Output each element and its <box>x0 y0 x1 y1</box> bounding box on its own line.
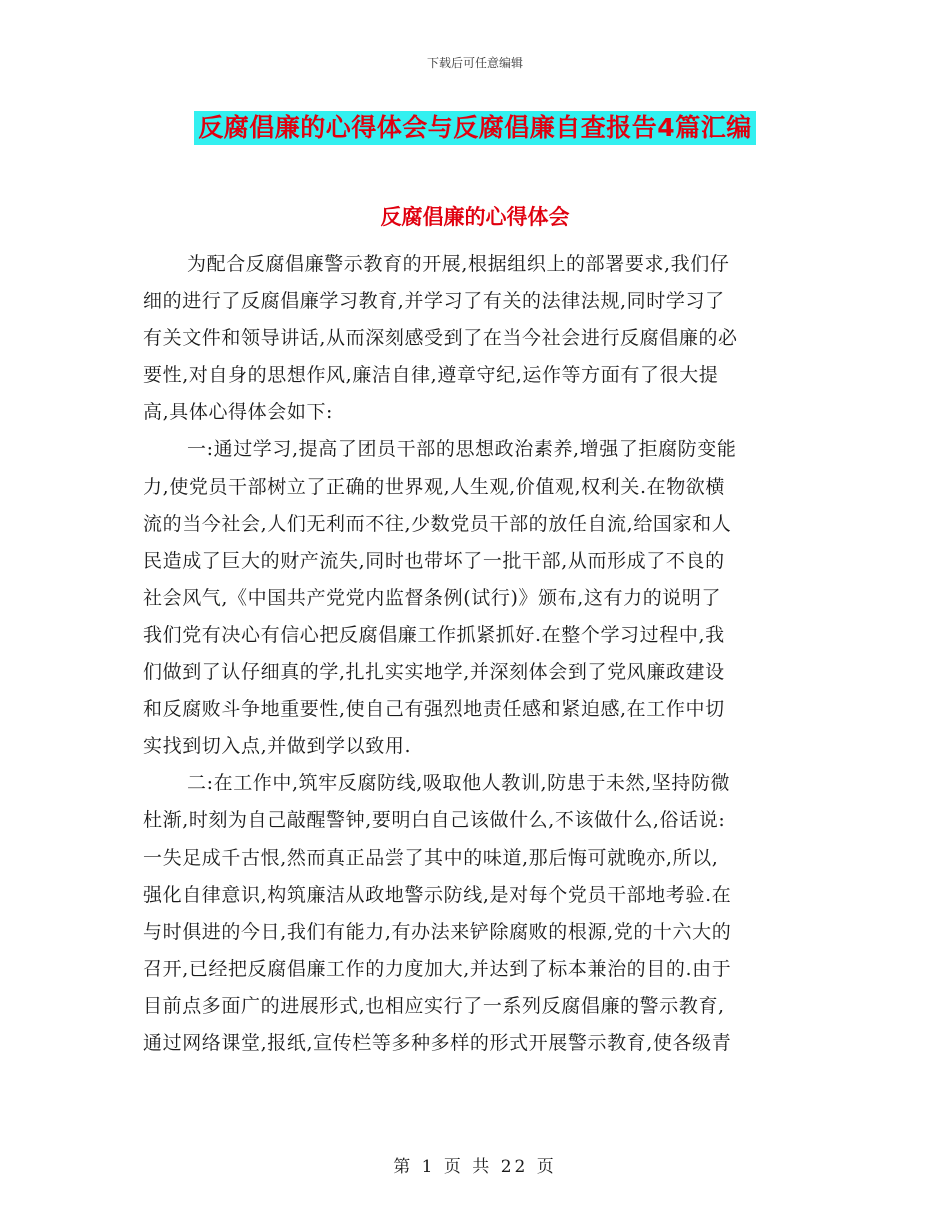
text-line: 一失足成千古恨,然而真正品尝了其中的味道,那后悔可就晚亦,所以, <box>143 846 719 869</box>
text-line: 有关文件和领导讲话,从而深刻感受到了在当今社会进行反腐倡廉的必 <box>143 327 738 350</box>
text-line: 高,具体心得体会如下: <box>143 401 334 424</box>
section-title: 反腐倡廉的心得体会 <box>380 205 570 229</box>
text-line: 要性,对自身的思想作风,廉洁自律,遵章守纪,运作等方面有了很大提 <box>143 364 719 387</box>
text-line: 通过网络课堂,报纸,宣传栏等多种多样的形式开展警示教育,使各级青 <box>143 1031 732 1054</box>
text-line: 杜渐,时刻为自己敲醒警钟,要明白自己该做什么,不该做什么,俗话说: <box>143 809 726 832</box>
text-line: 细的进行了反腐倡廉学习教育,并学习了有关的法律法规,同时学习了 <box>143 290 725 313</box>
text-line: 们做到了认仔细真的学,扎扎实实地学,并深刻体会到了党风廉政建设 <box>143 661 725 684</box>
text-line: 和反腐败斗争地重要性,使自己有强烈地责任感和紧迫感,在工作中切 <box>143 698 725 721</box>
document-title-container <box>0 111 950 145</box>
text-line: 为配合反腐倡廉警示教育的开展,根据组织上的部署要求,我们仔 <box>187 253 730 275</box>
text-line: 流的当今社会,人们无利而不往,少数党员干部的放任自流,给国家和人 <box>143 512 732 535</box>
document-title: 反腐倡廉的心得体会与反腐倡廉自查报告4篇汇编 <box>194 111 755 145</box>
text-line: 一:通过学习,提高了团员干部的思想政治素养,增强了拒腐防变能 <box>187 438 737 461</box>
text-line: 强化自律意识,构筑廉洁从政地警示防线,是对每个党员干部地考验.在 <box>143 883 732 906</box>
text-line: 力,使党员干部树立了正确的世界观,人生观,价值观,权利关.在物欲横 <box>143 475 725 498</box>
text-line: 我们党有决心有信心把反腐倡廉工作抓紧抓好.在整个学习过程中,我 <box>143 623 725 646</box>
header-note: 下载后可任意编辑 <box>426 56 523 70</box>
text-line: 目前点多面广的进展形式,也相应实行了一系列反腐倡廉的警示教育, <box>143 994 725 1017</box>
text-line: 实找到切入点,并做到学以致用. <box>143 735 412 758</box>
text-line: 社会风气,《中国共产党党内监督条例(试行)》颁布,这有力的说明了 <box>143 586 722 609</box>
body-text <box>143 246 808 1062</box>
text-line: 与时俱进的今日,我们有能力,有办法来铲除腐败的根源,党的十六大的 <box>143 920 732 943</box>
page-footer: 第 1 页 共 22 页 <box>393 1157 557 1177</box>
text-line: 召开,已经把反腐倡廉工作的力度加大,并达到了标本兼治的目的.由于 <box>143 957 732 980</box>
text-line: 民造成了巨大的财产流失,同时也带坏了一批干部,从而形成了不良的 <box>143 549 725 572</box>
text-line: 二:在工作中,筑牢反腐防线,吸取他人教训,防患于未然,坚持防微 <box>187 772 731 795</box>
